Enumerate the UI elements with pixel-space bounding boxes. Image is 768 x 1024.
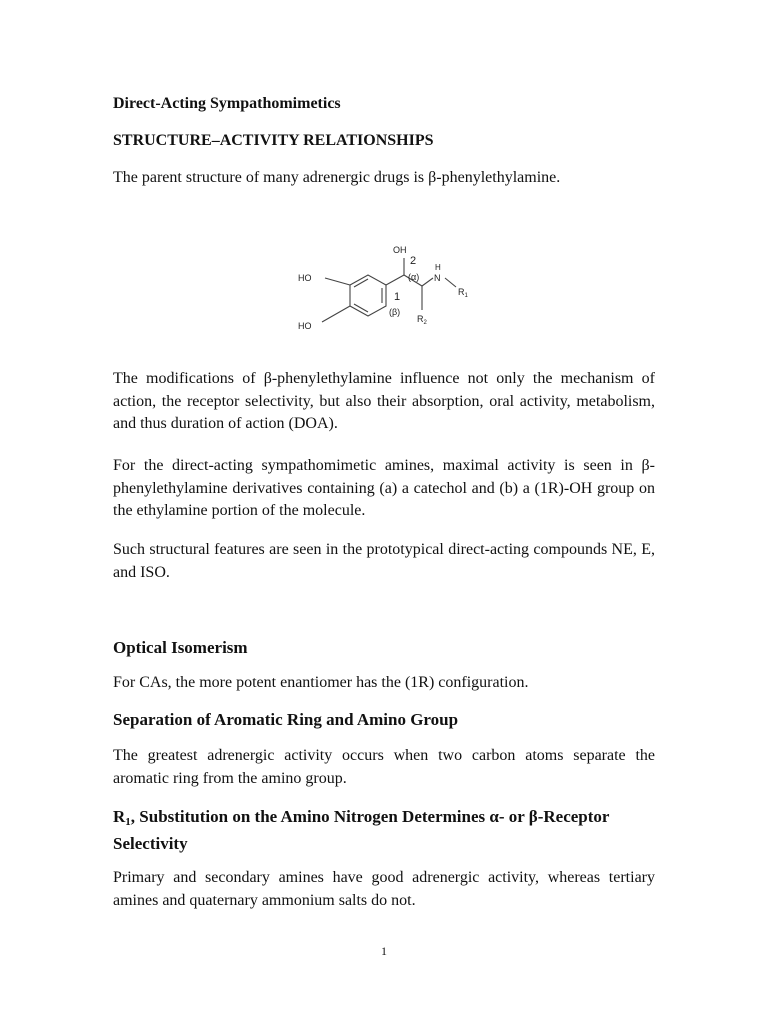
amine-activity-paragraph: Primary and secondary amines have good adrenergic activity, whereas tertiary amines and quaternary ammonium salts do not. <box>113 869 655 909</box>
r1-label: $R_1$ <box>458 287 468 299</box>
section-heading: STRUCTURE–ACTIVITY RELATIONSHIPS <box>113 132 434 149</box>
amino-substitution-heading: $R_1$, Substitution on the Amino Nitrogen Determines α- or β-Receptor Selectivity <box>113 807 610 853</box>
maximal-activity-paragraph: For the direct-acting sympathomimetic amines, maximal activity is seen in β-phenylethylamine derivatives containing (a) a catechol and (b) a (1R)-OH group on the ethylamine portion of the molecule. <box>113 457 655 519</box>
oh-label: OH <box>393 245 407 255</box>
h-label: H <box>435 263 441 272</box>
intro-paragraph: The parent structure of many adrenergic drugs is β-phenylethylamine. <box>113 169 561 186</box>
separation-paragraph: The greatest adrenergic activity occurs when two carbon atoms separate the aromatic ring from the amino group. <box>113 747 655 787</box>
separation-heading: Separation of Aromatic Ring and Amino Group <box>113 710 459 729</box>
alpha-label: (α) <box>408 272 420 282</box>
page-number: 1 <box>381 944 387 958</box>
n-label: N <box>434 273 441 283</box>
modifications-paragraph: The modifications of β-phenylethylamine influence not only the mechanism of action, the receptor selectivity, but also their absorption, oral activity, metabolism, and thus duration of action (DOA). <box>113 370 655 432</box>
optical-isomerism-heading: Optical Isomerism <box>113 638 248 657</box>
structural-features-paragraph: Such structural features are seen in the prototypical direct-acting compounds NE, E, and ISO. <box>113 541 655 581</box>
phenylethylamine-structure-diagram <box>290 240 500 340</box>
beta-label: (β) <box>389 307 401 317</box>
ho-label-top: HO <box>298 273 312 283</box>
ho-label-bottom: HO <box>298 321 312 331</box>
optical-isomerism-paragraph: For CAs, the more potent enantiomer has the (1R) configuration. <box>113 674 529 691</box>
position-1-label: 1 <box>394 291 401 303</box>
position-2-label: 2 <box>410 255 417 267</box>
r2-label: $R_2$ <box>417 314 427 326</box>
document-title: Direct-Acting Sympathomimetics <box>113 95 341 112</box>
